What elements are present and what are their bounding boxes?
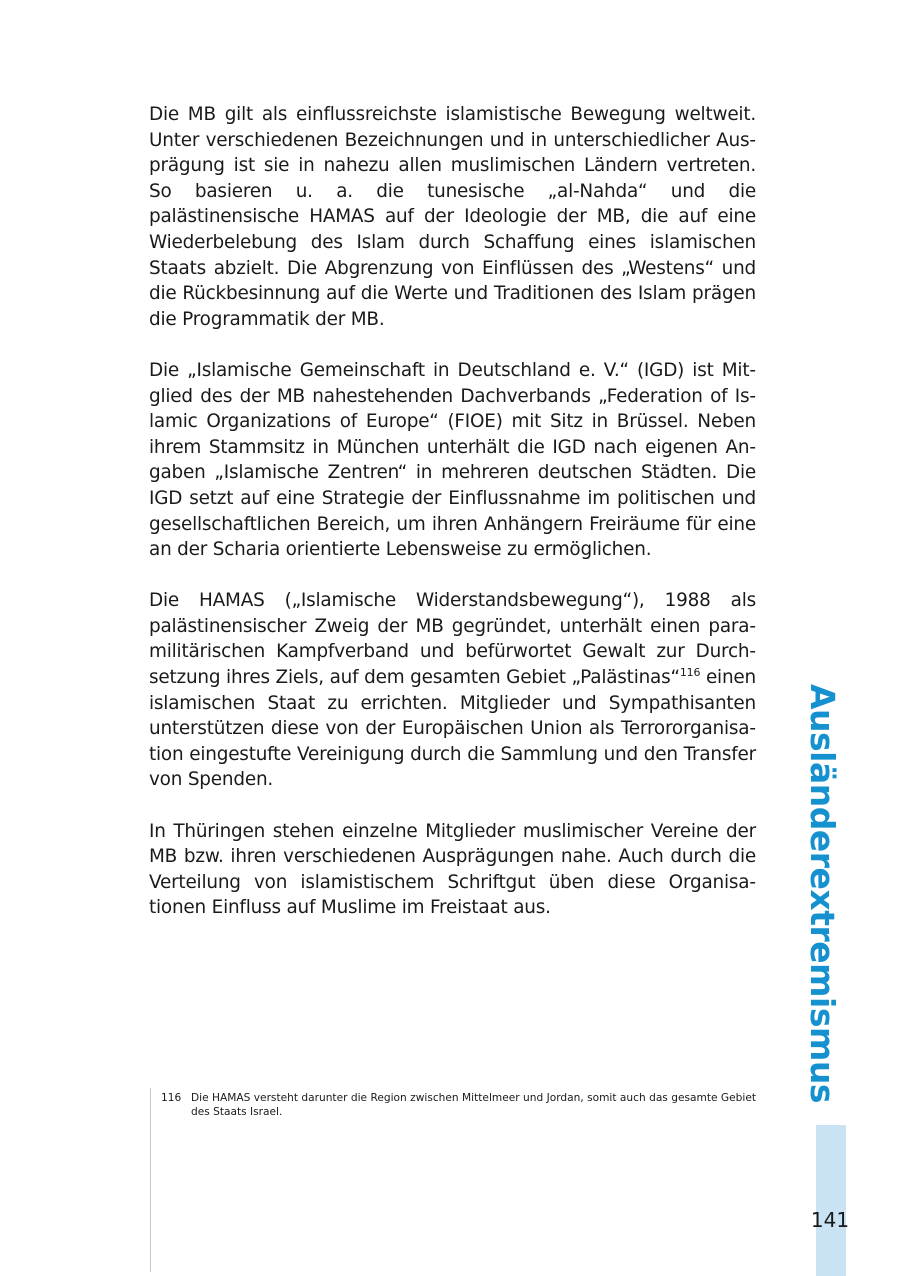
body-text xyxy=(149,102,756,947)
footnote xyxy=(161,1092,756,1119)
margin-rule xyxy=(150,1088,151,1272)
paragraph-2: Die „Islamische Gemeinschaft in Deutschland e. V.“ (IGD) ist Mitglied des der MB nahestehenden Dachverbands „Federation of Islamic Organizations of Europe“ (FIOE) mit Sitz in Brüssel. Neben ihrem Stammsitz in München unterhält die IGD nach eigenen Angaben „Islamische Zentren“ in mehreren deutschen Städten. Die IGD setzt auf eine Strategie der Einflussnahme im politischen und gesellschaftlichen Bereich, um ihren Anhängern Freiräume für eine an der Scharia orientierte Lebensweise zu ermöglichen. xyxy=(149,359,756,561)
section-title-vertical xyxy=(798,683,846,1103)
page-number: 141 xyxy=(810,1208,850,1232)
section-title: Ausländerextremismus xyxy=(802,683,842,1103)
paragraph-4: In Thüringen stehen einzelne Mitglieder muslimischer Vereine der MB bzw. ihren verschiedenen Ausprägungen nahe. Auch durch die Verteilung von islamistischem Schriftgut üben diese Organisationen Einfluss auf Muslime im Freistaat aus. xyxy=(149,820,756,919)
paragraph-3-after: einen islamischen Staat zu errichten. Mitglieder und Sympathisanten unterstützen diese von der Europäischen Union als Terrororganisation eingestufte Vereinigung durch die Sammlung und den Transfer von Spenden. xyxy=(149,667,756,791)
paragraph-1: Die MB gilt als einflussreichste islamistische Bewegung weltweit. Unter verschiedenen Bezeichnungen und in unterschiedlicher Ausprägung ist sie in nahezu allen muslimischen Ländern vertreten. So basieren u. a. die tunesische „al-Nahda“ und die palästinensische HAMAS auf der Ideologie der MB, die auf eine Wiederbelebung des Islam durch Schaffung eines islamischen Staats abzielt. Die Abgrenzung von Einflüssen des „Westens“ und die Rückbesinnung auf die Werte und Traditionen des Islam prägen die Programmatik der MB. xyxy=(149,104,756,330)
footnote-reference[interactable]: 116 xyxy=(679,665,701,679)
page-tab xyxy=(816,1125,846,1276)
paragraph-3-before: Die HAMAS („Islamische Widerstandsbewegung“), 1988 als palästinensischer Zweig der MB gegründet, unterhält einen paramilitärischen Kampfverband und befürwortet Gewalt zur Durchsetzung ihres Ziels, auf dem gesamten Gebiet „Palästinas“ xyxy=(149,590,756,689)
footnote-number: 116 xyxy=(161,1092,182,1104)
paragraph-3 xyxy=(149,588,756,793)
footnote-text: Die HAMAS versteht darunter die Region zwischen Mittelmeer und Jordan, somit auch das gesamte Gebiet des Staats Israel. xyxy=(191,1092,756,1118)
